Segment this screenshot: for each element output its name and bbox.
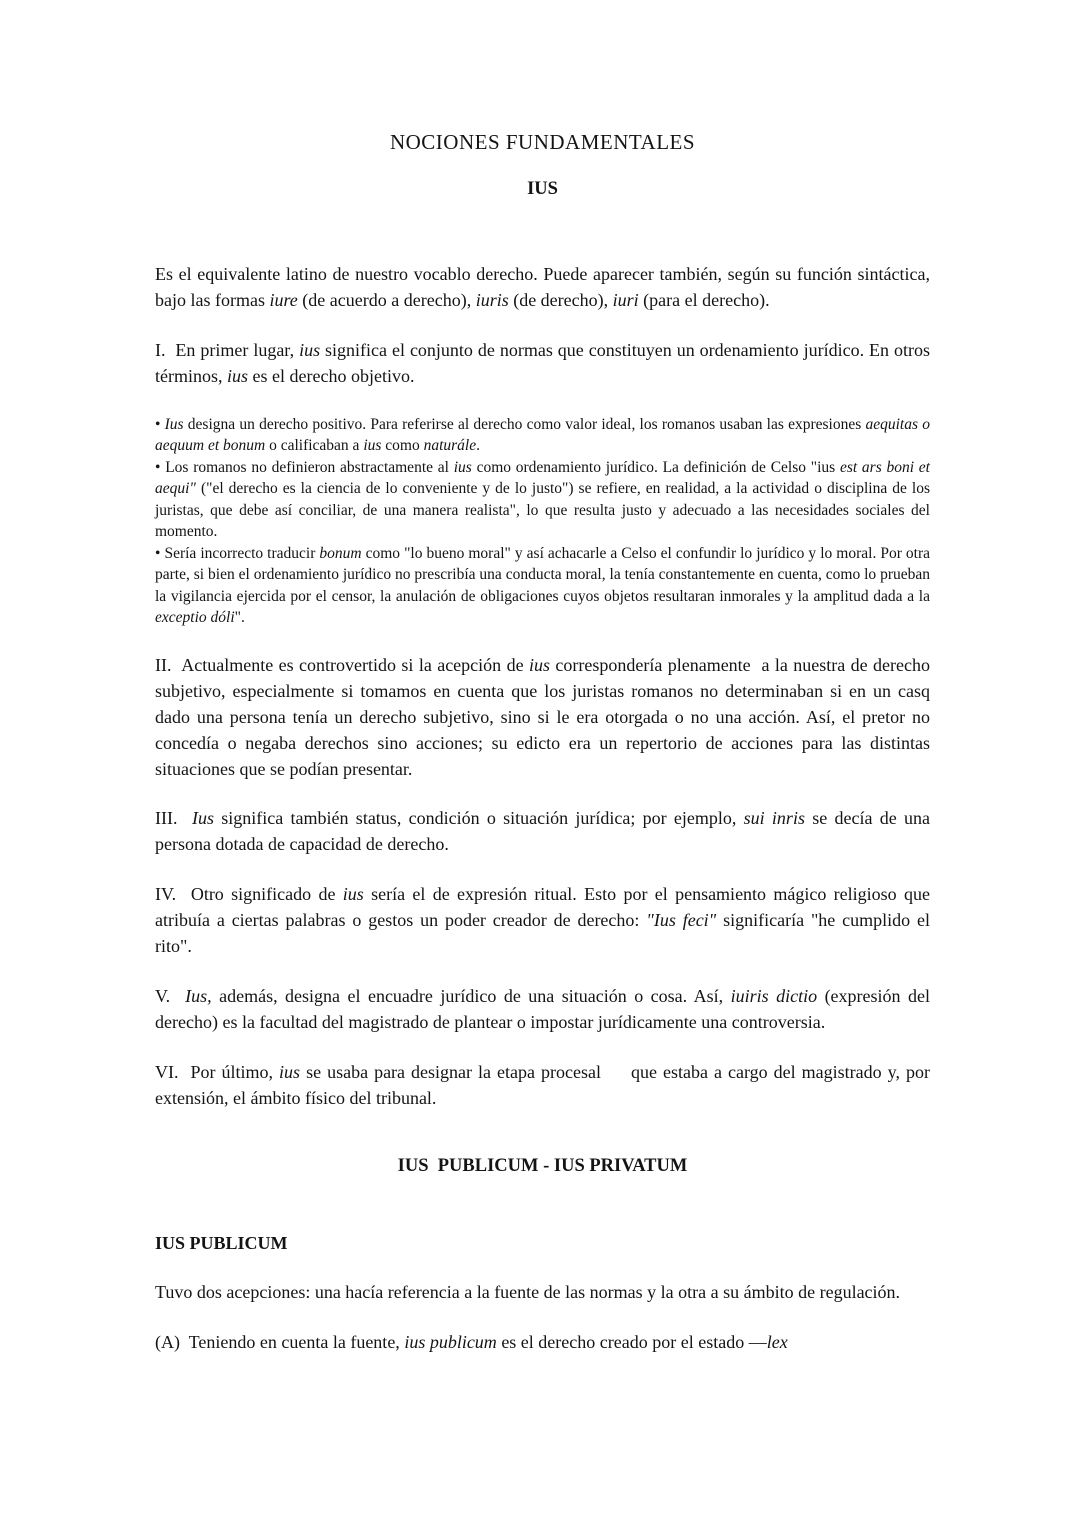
text-run: es el derecho creado por el estado —: [496, 1331, 767, 1352]
text-run: (para el derecho).: [638, 289, 770, 310]
paragraph: [155, 262, 930, 314]
text-run: significa también status, condición o situación jurídica; por ejemplo,: [214, 808, 744, 829]
text-run: Sería incorrecto traducir: [164, 544, 320, 562]
text-run: V.: [155, 986, 186, 1006]
text-run: se decía de una persona dotada de capacidad de derecho.: [155, 808, 930, 855]
text-run: o calificaban a: [265, 437, 364, 455]
text-run: ("el derecho es la ciencia de lo conveniente y de lo justo") se refiere, en realidad, a la actividad o disciplina de los juristas, que debe así conciliar, de una manera realista", lo que resulta justo y adecuado a las necesidades sociales del momento.: [155, 480, 930, 541]
bullet-icon: •: [155, 415, 165, 433]
text-run: Tuvo dos acepciones: una hacía referencia a la fuente de las normas y la otra a su ámbito de regulación.: [155, 1281, 901, 1302]
section-heading: IUS PUBLICUM - IUS PRIVATUM: [397, 1155, 688, 1176]
document-subtitle: IUS: [527, 179, 558, 199]
paragraph: [155, 338, 930, 390]
text-run: II. Actualmente es controvertido si la acepción de: [155, 654, 529, 675]
text-run: bonum: [319, 544, 362, 562]
text-run: ius: [227, 365, 249, 386]
text-run: como: [381, 437, 424, 455]
text-run: ".: [234, 609, 245, 627]
bullet-item: [155, 457, 930, 543]
document-title: NOCIONES FUNDAMENTALES: [389, 130, 696, 154]
text-run: significa el conjunto de normas que constituyen un ordenamiento jurídico. En otros términos,: [155, 339, 930, 386]
text-run: I. En primer lugar,: [155, 339, 300, 360]
text-run: Es el equivalente latino de nuestro vocablo derecho. Puede aparecer también, según su función sintáctica, bajo las formas: [155, 264, 930, 310]
bullet-icon: •: [155, 544, 165, 562]
paragraph: [155, 653, 930, 783]
text-run: est ars boni et aequi": [155, 458, 930, 498]
paragraph: [155, 882, 930, 960]
text-run: designa un derecho positivo. Para referirse al derecho como valor ideal, los romanos usaban las expresiones: [183, 415, 866, 433]
text-run: naturále: [423, 437, 477, 455]
text-run: ius: [342, 884, 364, 905]
bullet-item: [155, 543, 930, 629]
text-run: ius publicum: [404, 1331, 497, 1352]
text-run: iuri: [612, 289, 639, 310]
text-run: exceptio dóli: [155, 609, 235, 627]
text-run: Ius: [192, 808, 215, 829]
text-run: iuris: [475, 289, 509, 310]
text-run: "Ius feci": [646, 910, 717, 931]
paragraph: [155, 984, 930, 1036]
text-run: III.: [155, 808, 193, 829]
paragraph: [155, 1330, 930, 1356]
text-run: .: [476, 437, 480, 455]
text-run: se usaba para designar la etapa procesal que estaba a cargo del magistrado y, por extensión, el ámbito físico del tribunal.: [155, 1061, 930, 1108]
text-run: significaría "he cumplido el rito".: [155, 910, 930, 957]
text-run: Los romanos no definieron abstractamente al: [165, 458, 454, 476]
text-run: sui inris: [743, 808, 805, 829]
text-run: es el derecho objetivo.: [248, 365, 415, 386]
paragraph: [155, 1280, 930, 1306]
text-run: ius: [453, 458, 472, 476]
document-blocks: [155, 262, 930, 1355]
text-run: ius: [528, 654, 550, 675]
text-run: VI. Por último,: [155, 1061, 280, 1082]
bullet-list: [155, 414, 930, 629]
paragraph: [155, 1060, 930, 1112]
text-run: (de derecho),: [508, 289, 613, 310]
bullet-icon: •: [155, 458, 166, 476]
text-run: como ordenamiento jurídico. La definición de Celso "ius: [471, 458, 840, 476]
text-run: (de acuerdo a derecho),: [297, 289, 476, 310]
text-run: iure: [269, 289, 298, 310]
sub-heading: IUS PUBLICUM: [155, 1232, 288, 1253]
text-run: ius: [279, 1061, 301, 1082]
text-run: ius: [363, 437, 382, 455]
text-run: IV. Otro significado de: [155, 884, 343, 905]
text-run: (A) Teniendo en cuenta la fuente,: [155, 1331, 405, 1352]
text-run: correspondería plenamente a la nuestra de derecho subjetivo, especialmente si tomamos en cuenta que los juristas romanos no determinaban si en un casq dado una persona tenía un derecho subjetivo, sino si le era otorgada o no una acción. Así, el pretor no concedía o negaba derechos sino acciones; su edicto era un repertorio de acciones para las distintas situaciones que se podían presentar.: [155, 654, 930, 779]
text-run: lex: [766, 1331, 788, 1352]
text-run: (expresión del derecho) es la facultad del magistrado de plantear o impostar jurídicamente una controversia.: [155, 986, 930, 1032]
text-run: como "lo bueno moral" y así achacarle a Celso el confundir lo jurídico y lo moral. Por otra parte, si bien el ordenamiento jurídico no prescribía una conducta moral, la tenía constantemente en cuenta, como lo prueban la vigilancia ejercida por el censor, la anulación de obligaciones cuyos objetos resultaran inmorales y la amplitud dada a la: [155, 544, 930, 605]
text-run: aequitas o aequum et bonum: [155, 415, 930, 455]
bullet-item: [155, 414, 930, 457]
text-run: sería el de expresión ritual. Esto por el pensamiento mágico religioso que atribuía a ciertas palabras o gestos un poder creador de derecho:: [155, 884, 930, 931]
text-run: iuiris dictio: [730, 986, 818, 1006]
paragraph: [155, 806, 930, 858]
text-run: Ius,: [185, 986, 212, 1006]
text-run: ius: [299, 339, 321, 360]
text-run: Ius: [164, 415, 184, 433]
text-run: además, designa el encuadre jurídico de una situación o cosa. Así,: [211, 986, 731, 1006]
